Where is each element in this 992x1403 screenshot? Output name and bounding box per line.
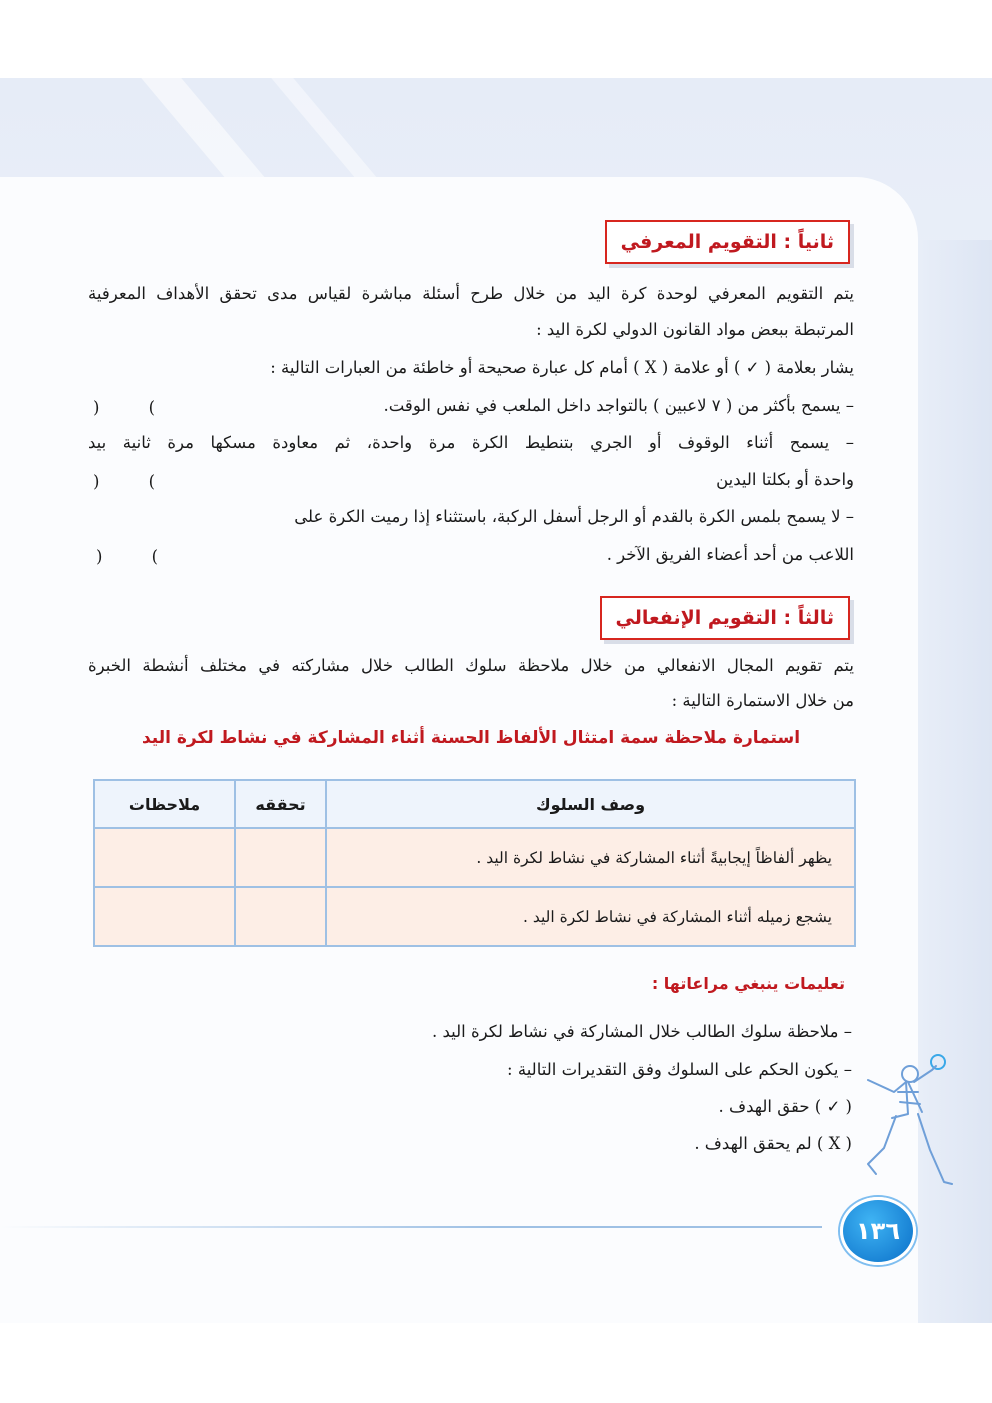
notes-cell[interactable] <box>94 828 235 887</box>
form-title: استمارة ملاحظة سمة امتثال الألفاظ الحسنة أثناء المشاركة في نشاط لكرة اليد <box>141 728 801 748</box>
paragraph-line: يتم تقويم المجال الانفعالي من خلال ملاحظة سلوك الطالب خلال مشاركته في مختلف أنشطة الخبرة <box>88 656 854 675</box>
paren-close: ) <box>96 547 103 566</box>
section-heading-cognitive: ثانياً : التقويم المعرفي <box>605 220 850 264</box>
footer-rule <box>0 1226 822 1228</box>
statement-item: – لا يسمح بلمس الكرة بالقدم أو الرجل أسفل الركبة، باستثناء إذا رميت الكرة على <box>294 507 854 526</box>
instruction-item: – ملاحظة سلوك الطالب خلال المشاركة في نشاط لكرة اليد . <box>431 1022 852 1041</box>
rating-achieved: ( ✓ ) حقق الهدف . <box>718 1097 852 1116</box>
paragraph-line: من خلال الاستمارة التالية : <box>671 691 854 710</box>
paren-close: ) <box>93 472 100 491</box>
instruction-line: يشار بعلامة ( ✓ ) أو علامة ( X ) أمام كل عبارة صحيحة أو خاطئة من العبارات التالية : <box>270 358 854 377</box>
paren-open: ( <box>151 547 158 566</box>
observation-table <box>93 779 856 947</box>
rating-not-achieved: ( X ) لم يحقق الهدف . <box>694 1134 852 1153</box>
statement-item-cont: اللاعب من أحد أعضاء الفريق الآخر . <box>606 545 854 564</box>
column-header-behavior: وصف السلوك <box>326 780 855 828</box>
behavior-cell: يظهر ألفاظاً إيجابيةً أثناء المشاركة في نشاط لكرة اليد . <box>326 828 855 887</box>
column-header-achieved: تحققه <box>235 780 326 828</box>
instruction-item: – يكون الحكم على السلوك وفق التقديرات التالية : <box>507 1060 852 1079</box>
notes-cell[interactable] <box>94 887 235 946</box>
statement-item: – يسمح أثناء الوقوف أو الجري بتنطيط الكرة مرة واحدة، ثم معاودة مسكها مرة ثانية بيد <box>88 433 854 452</box>
paragraph-line: يتم التقويم المعرفي لوحدة كرة اليد من خلال طرح أسئلة مباشرة لقياس مدى تحقق الأهداف المعرفية <box>88 284 854 303</box>
instructions-title: تعليمات ينبغي مراعاتها : <box>651 974 845 993</box>
answer-parentheses[interactable] <box>96 545 158 569</box>
table-row <box>94 828 855 887</box>
answer-parentheses[interactable] <box>93 396 155 420</box>
answer-parentheses[interactable] <box>93 470 155 494</box>
paren-open: ( <box>148 472 155 491</box>
behavior-cell: يشجع زميله أثناء المشاركة في نشاط لكرة اليد . <box>326 887 855 946</box>
page-number-badge: ١٣٦ <box>840 1197 916 1265</box>
paragraph-line: المرتبطة ببعض مواد القانون الدولي لكرة اليد : <box>536 320 854 339</box>
table-header-row <box>94 780 855 828</box>
achieved-cell[interactable] <box>235 828 326 887</box>
handball-player-illustration <box>848 1052 958 1192</box>
achieved-cell[interactable] <box>235 887 326 946</box>
paren-open: ( <box>148 398 155 417</box>
section-heading-affective: ثالثاً : التقويم الإنفعالي <box>600 596 850 640</box>
statement-item: – يسمح بأكثر من ( ٧ لاعبين ) بالتواجد داخل الملعب في نفس الوقت. <box>383 396 854 415</box>
paren-close: ) <box>93 398 100 417</box>
column-header-notes: ملاحظات <box>94 780 235 828</box>
statement-item-cont: واحدة أو بكلتا اليدين <box>716 470 854 489</box>
table-row <box>94 887 855 946</box>
